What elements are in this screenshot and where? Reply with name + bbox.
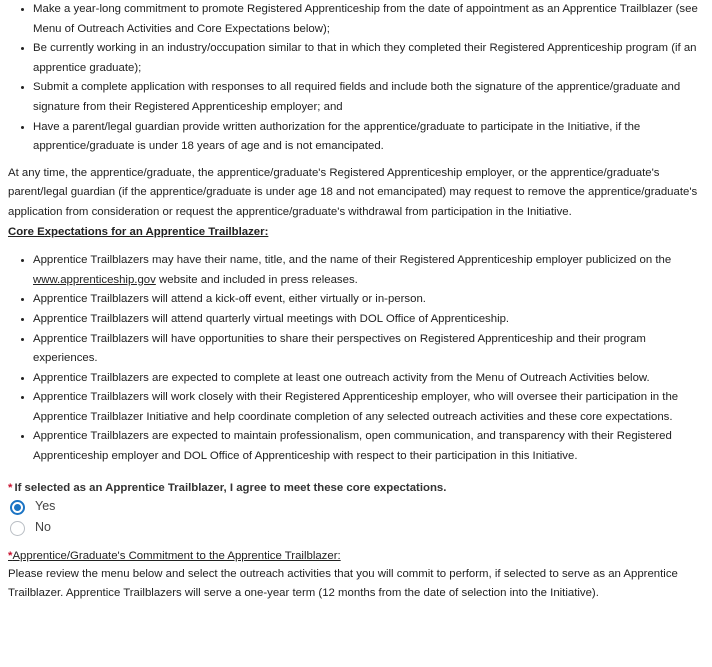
core-expectations-list (8, 251, 712, 467)
spacer (8, 242, 712, 251)
required-marker: * (8, 481, 13, 494)
list-item: • Have a parent/legal guardian provide written authorization for the apprentice/graduate to participate in the Initiative, if the apprentice/graduate is under 18 years of age and is not emancipated. (33, 118, 712, 157)
list-item: • Apprentice Trailblazers are expected to maintain professionalism, open communication, and transparency with their Registered Apprenticeship employer and DOL Office of Apprenticeship with respect to their participation in this Initiative. (33, 427, 712, 466)
removal-paragraph: At any time, the apprentice/graduate, the apprentice/graduate's Registered Apprenticeship employer, or the apprentice/graduate's parent/legal guardian (if the apprentice/graduate is under age 18 and not emancipated) may request to remove the apprentice/graduate's application from consideration or request the apprentice/graduate's withdrawal from participation in the Initiative. (8, 166, 698, 218)
radio-label-no[interactable]: No (35, 520, 51, 535)
list-item-text: website and included in press releases. (155, 273, 358, 286)
spacer (8, 157, 712, 164)
list-item: • Apprentice Trailblazers will work closely with their Registered Apprenticeship employer, who will oversee their participation in the Apprentice Trailblazer Initiative and help coordinate completion of any selected outreach activities and these core expectations. (33, 388, 712, 427)
list-item: • Submit a complete application with responses to all required fields and include both the signature of the apprentice/graduate and signature from their Registered Apprenticeship employer; and (33, 78, 712, 117)
commitment-description: Please review the menu below and select the outreach activities that you will commit to perform, if selected to serve as an Apprentice Trailblazer. Apprentice Trailblazers will serve a one-year term (12 months from the date of selection into the Initiative). (8, 567, 678, 600)
list-item: • Apprentice Trailblazers will attend quarterly virtual meetings with DOL Office of Apprenticeship. (33, 310, 712, 330)
list-item-text: Apprentice Trailblazers may have their name, title, and the name of their Registered Apprenticeship employer publicized on the (33, 254, 672, 267)
list-item: • Apprentice Trailblazers are expected to complete at least one outreach activity from the Menu of Outreach Activities below. (33, 369, 712, 389)
radio-label-yes[interactable]: Yes (35, 499, 56, 514)
requirements-list (8, 0, 712, 157)
list-item: • Be currently working in an industry/occupation similar to that in which they completed their Registered Apprenticeship program (if an apprentice graduate); (33, 39, 712, 78)
list-item: • Apprentice Trailblazers will attend a kick-off event, either virtually or in-person. (33, 290, 712, 310)
agreement-question-label (8, 479, 712, 497)
core-expectations-heading: Core Expectations for an Apprentice Trailblazer: (8, 225, 269, 238)
commitment-title-text: Apprentice/Graduate's Commitment to the Apprentice Trailblazer: (12, 549, 341, 562)
radio-button-yes[interactable] (10, 500, 25, 515)
list-item: • Apprentice Trailblazers will have opportunities to share their perspectives on Registered Apprenticeship and their program experiences. (33, 330, 712, 369)
list-item: • Make a year-long commitment to promote Registered Apprenticeship from the date of appointment as an Apprentice Trailblazer (see Menu of Outreach Activities and Core Expectations below); (33, 0, 712, 39)
radio-option-no[interactable] (8, 518, 712, 539)
radio-option-yes[interactable] (8, 497, 712, 518)
question-text: If selected as an Apprentice Trailblazer, I agree to meet these core expectations. (14, 481, 447, 494)
required-marker: * (8, 549, 13, 562)
radio-button-no[interactable] (10, 521, 25, 536)
commitment-title (8, 547, 712, 565)
list-item (33, 251, 712, 290)
apprenticeship-gov-link[interactable]: www.apprenticeship.gov (33, 273, 156, 286)
radio-selected-dot (14, 504, 21, 511)
